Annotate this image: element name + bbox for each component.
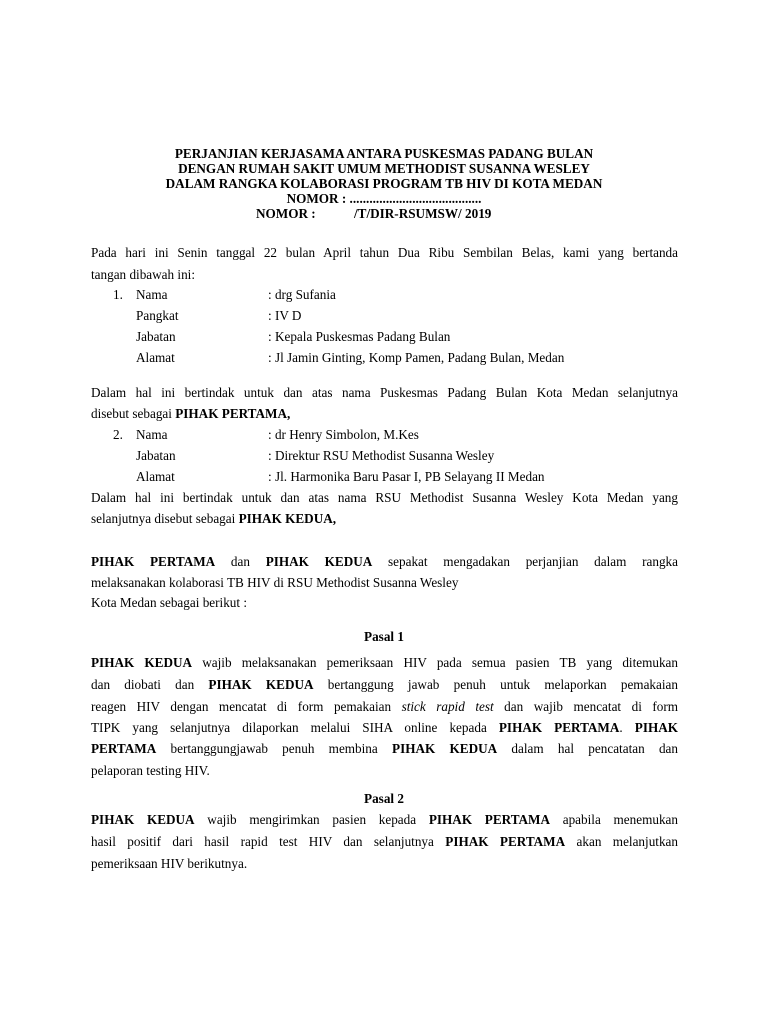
party1-label-alamat: Alamat	[136, 350, 175, 365]
intro-line-1: Pada hari ini Senin tanggal 22 bulan April tahun Dua Ribu Sembilan Belas, kami yang bertanda	[91, 245, 678, 260]
title-line-1: PERJANJIAN KERJASAMA ANTARA PUSKESMAS PADANG BULAN	[174, 146, 594, 161]
agreement-line-2: melaksanakan kolaborasi TB HIV di RSU Methodist Susanna Wesley	[91, 575, 459, 590]
party2-label-nama: Nama	[136, 427, 168, 442]
party2-number: 2.	[113, 427, 123, 442]
party2-statement-line-1: Dalam hal ini bertindak untuk dan atas nama RSU Methodist Susanna Wesley Kota Medan yang	[91, 490, 678, 505]
party1-label-nama: Nama	[136, 287, 168, 302]
pasal-1-line-4: TIPK yang selanjutnya dilaporkan melalui SIHA online kepada PIHAK PERTAMA. PIHAK	[91, 720, 679, 735]
party2-value-nama: : dr Henry Simbolon, M.Kes	[268, 427, 419, 442]
agreement-line-1: PIHAK PERTAMA dan PIHAK KEDUA sepakat mengadakan perjanjian dalam rangka	[91, 554, 678, 569]
nomor-placeholder: NOMOR : ........................................	[286, 191, 482, 206]
pasal-1-line-3: reagen HIV dengan mencatat di form pemakaian stick rapid test dan wajib mencatat di form	[91, 699, 678, 714]
party1-value-nama: : drg Sufania	[268, 287, 336, 302]
pasal-1-line-1: PIHAK KEDUA wajib melaksanakan pemeriksaan HIV pada semua pasien TB yang ditemukan	[91, 655, 678, 670]
party2-statement-line-2: selanjutnya disebut sebagai PIHAK KEDUA,	[91, 511, 337, 526]
party1-value-alamat: : Jl Jamin Ginting, Komp Pamen, Padang Bulan, Medan	[268, 350, 565, 365]
intro-line-2: tangan dibawah ini:	[91, 267, 196, 282]
party1-label-jabatan: Jabatan	[136, 329, 176, 344]
pasal-2-line-2: hasil positif dari hasil rapid test HIV dan selanjutnya PIHAK PERTAMA akan melanjutkan	[91, 834, 678, 849]
party1-statement-line-2: disebut sebagai PIHAK PERTAMA,	[91, 406, 291, 421]
nomor-label: NOMOR :	[256, 206, 316, 221]
pasal-2-heading: Pasal 2	[364, 791, 404, 806]
agreement-line-3: Kota Medan sebagai berikut :	[91, 595, 248, 610]
pasal-1-line-5: PERTAMA bertanggungjawab penuh membina PIHAK KEDUA dalam hal pencatatan dan	[91, 741, 678, 756]
party1-number: 1.	[113, 287, 123, 302]
pasal-2-line-3: pemeriksaan HIV berikutnya.	[91, 856, 248, 871]
party2-value-alamat: : Jl. Harmonika Baru Pasar I, PB Selayang II Medan	[268, 469, 545, 484]
party1-statement-line-1: Dalam hal ini bertindak untuk dan atas nama Puskesmas Padang Bulan Kota Medan selanjutnya	[91, 385, 678, 400]
party1-value-jabatan: : Kepala Puskesmas Padang Bulan	[268, 329, 451, 344]
title-line-3: DALAM RANGKA KOLABORASI PROGRAM TB HIV DI KOTA MEDAN	[165, 176, 603, 191]
title-line-2: DENGAN RUMAH SAKIT UMUM METHODIST SUSANNA WESLEY	[178, 161, 590, 176]
party2-label-alamat: Alamat	[136, 469, 175, 484]
party1-value-pangkat: : IV D	[268, 308, 302, 323]
party2-label-jabatan: Jabatan	[136, 448, 176, 463]
nomor-value: /T/DIR-RSUMSW/ 2019	[354, 206, 492, 221]
pasal-1-line-2: dan diobati dan PIHAK KEDUA bertanggung jawab penuh untuk melaporkan pemakaian	[91, 677, 678, 692]
pasal-2-line-1: PIHAK KEDUA wajib mengirimkan pasien kepada PIHAK PERTAMA apabila menemukan	[91, 812, 678, 827]
pasal-1-line-6: pelaporan testing HIV.	[91, 763, 210, 778]
party2-value-jabatan: : Direktur RSU Methodist Susanna Wesley	[268, 448, 495, 463]
party1-label-pangkat: Pangkat	[136, 308, 179, 323]
pasal-1-heading: Pasal 1	[364, 629, 404, 644]
